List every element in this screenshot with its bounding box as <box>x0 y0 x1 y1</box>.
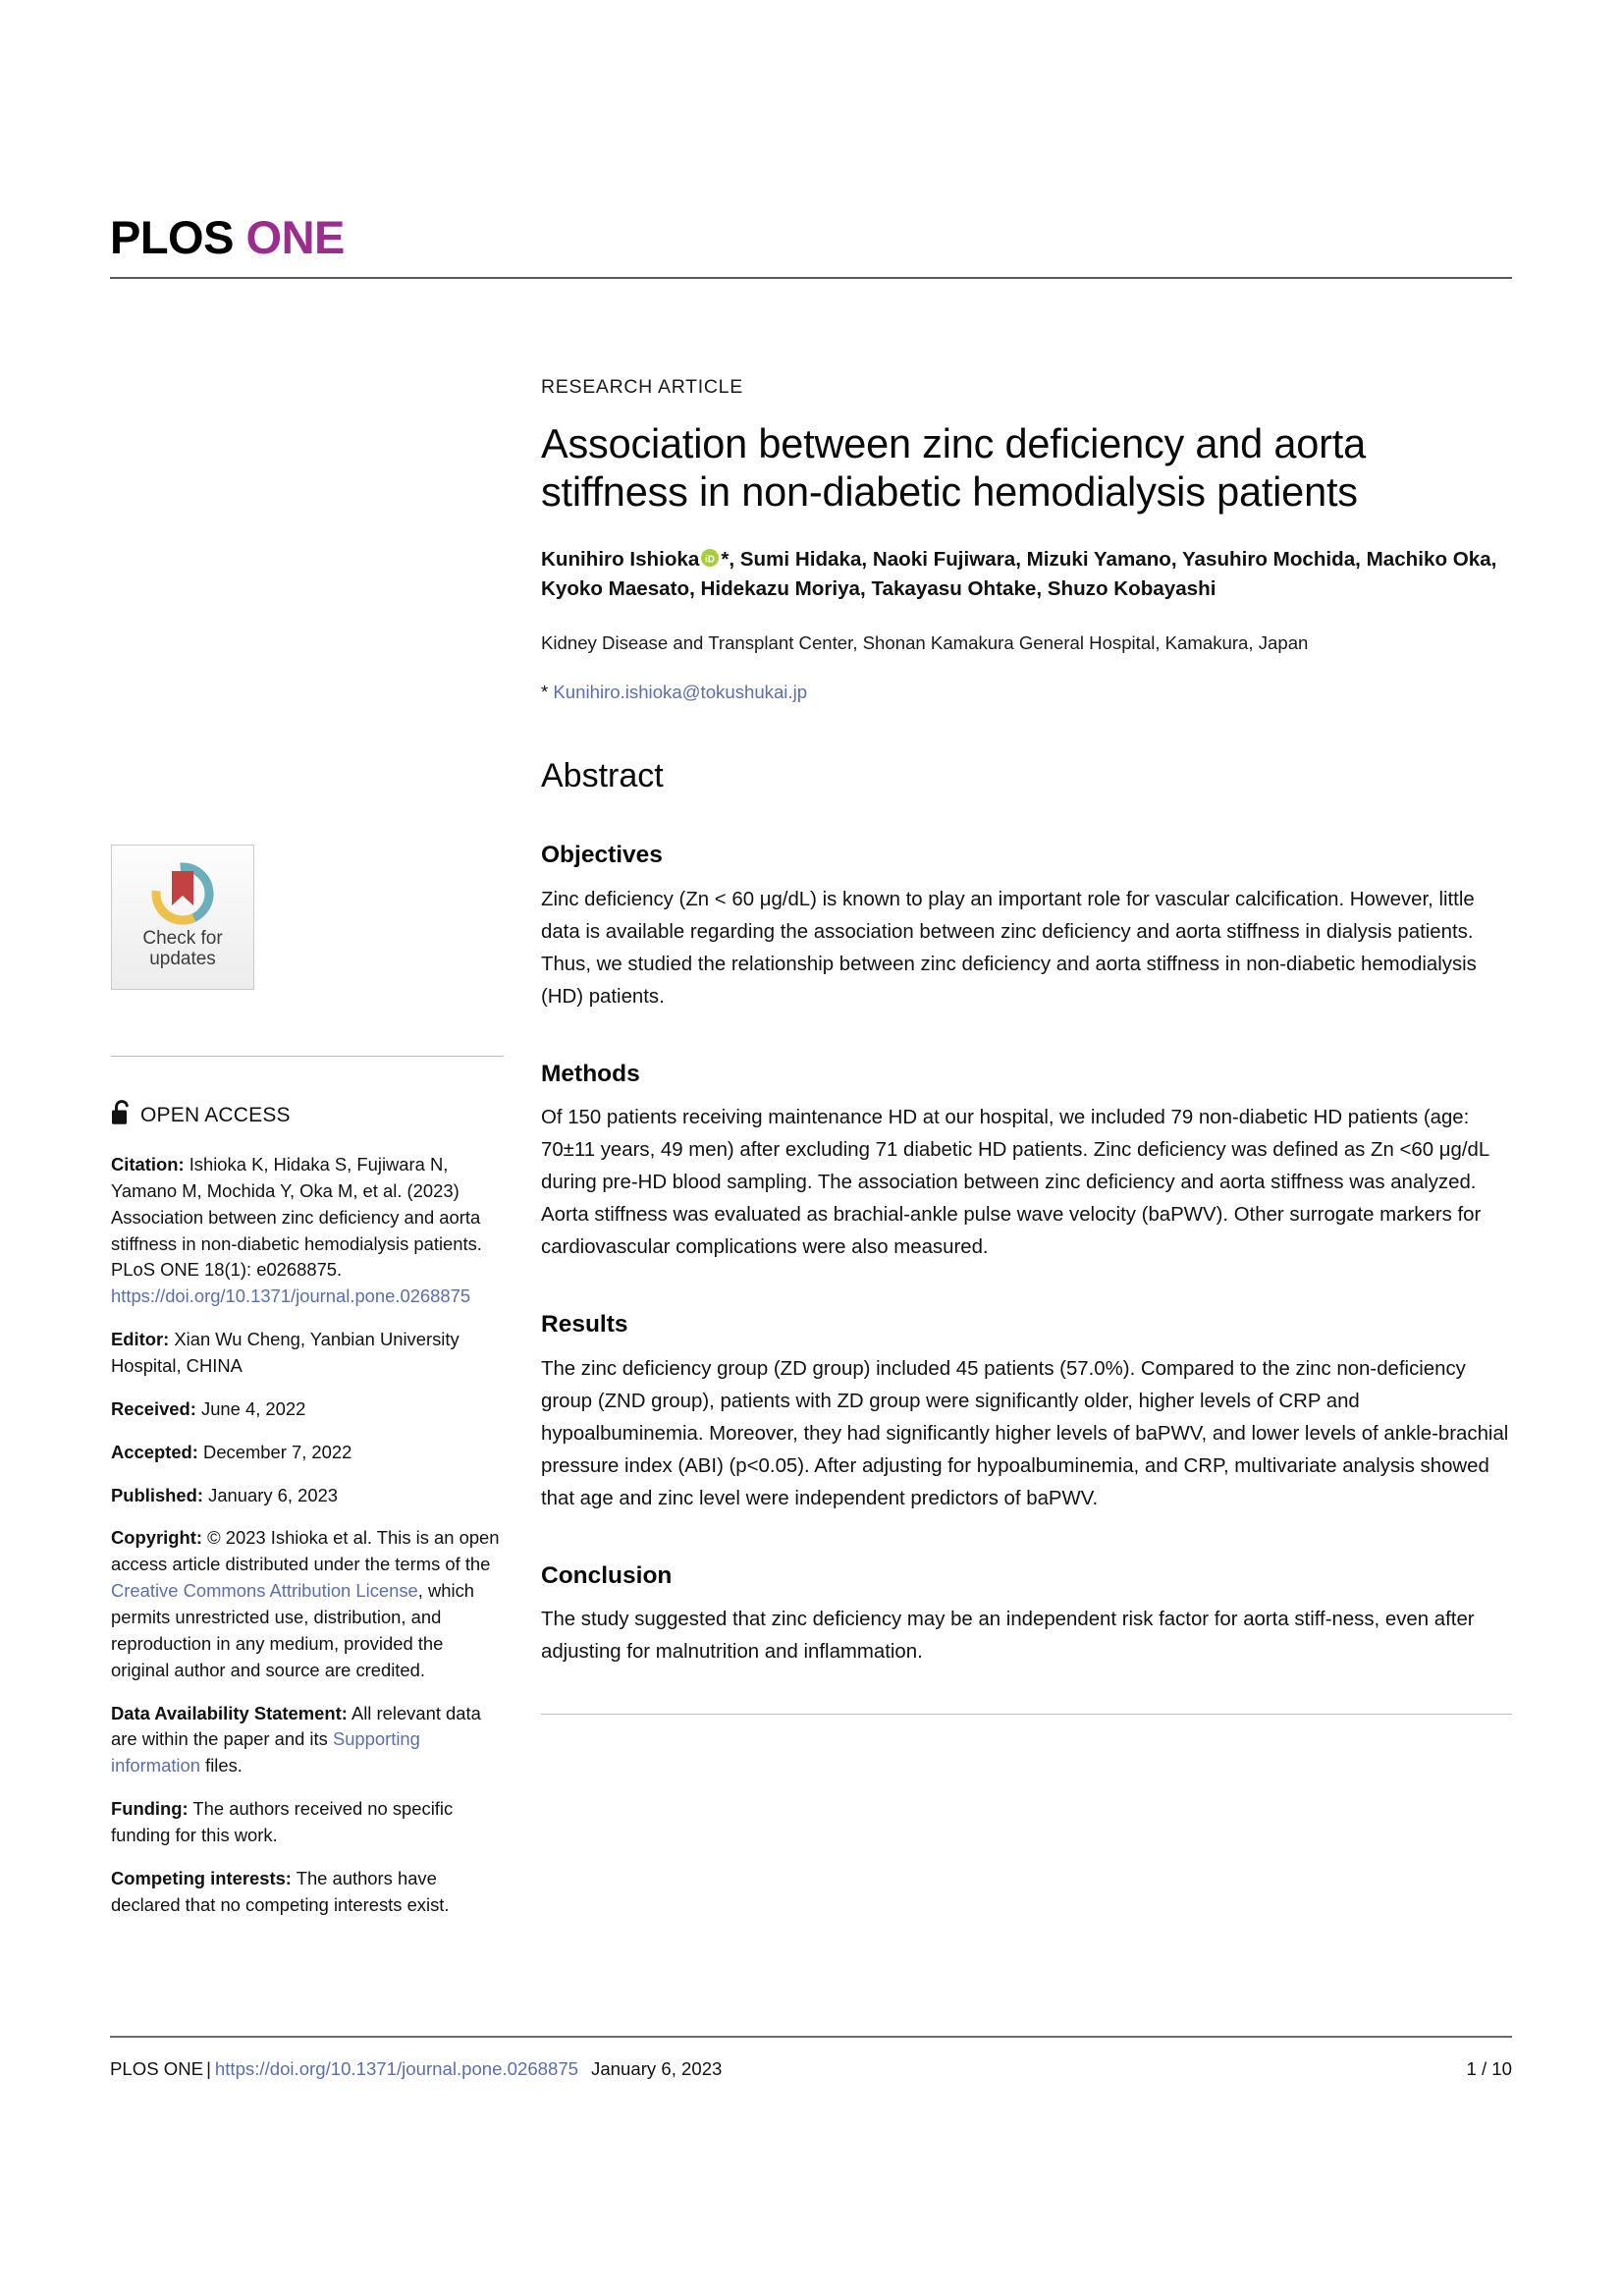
plos-one-logo[interactable] <box>110 211 1512 263</box>
footer-journal: PLOS ONE <box>110 2058 204 2079</box>
objectives-heading: Objectives <box>541 842 663 869</box>
citation-text: Ishioka K, Hidaka S, Fujiwara N, Yamano M, Mochida Y, Oka M, et al. (2023) Association between zinc deficiency and aorta stiffness in non-diabetic hemodialysis patients. PLoS ONE 18(1): e0268875. <box>111 1154 482 1281</box>
received-label: Received: <box>111 1397 196 1419</box>
citation-block <box>111 1152 502 1310</box>
accepted-label: Accepted: <box>111 1441 198 1462</box>
accepted-block <box>111 1440 502 1466</box>
funding-text: The authors received no specific funding for this work. <box>111 1798 454 1846</box>
crossmark-line2: updates <box>149 949 216 970</box>
data-availability-block <box>111 1701 502 1780</box>
orcid-icon[interactable] <box>700 548 720 575</box>
published-block <box>111 1483 502 1509</box>
author-list-rest: *, Sumi Hidaka, Naoki Fujiwara, Mizuki Yamano, Yasuhiro Mochida, Machiko Oka, Kyoko Maesato, Hidekazu Moriya, Takayasu Ohtake, Shuzo Kobayashi <box>541 547 1497 601</box>
copyright-text-after: , which permits unrestricted use, distribution, and reproduction in any medium, provided the original author and source are credited. <box>111 1580 475 1680</box>
data-availability-label: Data Availability Statement: <box>111 1702 348 1723</box>
crossmark-line1: Check for <box>142 928 223 949</box>
editor-text: Xian Wu Cheng, Yanbian University Hospital, CHINA <box>111 1329 460 1377</box>
author-list <box>541 546 1512 604</box>
corresponding-email-link[interactable]: Kunihiro.ishioka@tokushukai.jp <box>553 681 808 702</box>
results-body: The zinc deficiency group (ZD group) included 45 patients (57.0%). Compared to the zinc non-deficiency group (ZND group), patients with ZD group were significantly older, higher levels of CRP and hypoalbuminemia. Moreover, they had significantly higher levels of baPWV, and lower levels of ankle-brachial pressure index (ABI) (p<0.05). After adjusting for hypoalbuminemia, and CRP, multivariate analysis showed that age and zinc level were independent predictors of baPWV. <box>541 1357 1509 1509</box>
abstract-bottom-divider <box>541 1714 1512 1715</box>
footer-left <box>110 2058 722 2080</box>
conclusion-body: The study suggested that zinc deficiency may be an independent risk factor for aorta stiff-ness, even after adjusting for malnutrition and inflammation. <box>541 1609 1475 1664</box>
received-block <box>111 1396 502 1423</box>
methods-body: Of 150 patients receiving maintenance HD at our hospital, we included 79 non-diabetic HD patients (age: 70±11 years, 49 men) after excluding 71 diabetic HD patients. Zinc deficiency was defined as Zn <60 μg/dL during pre-HD blood sampling. The association between zinc deficiency and aorta stiffness was analyzed. Aorta stiffness was evaluated as brachial-ankle pulse wave velocity (baPWV). Other surrogate markers for cardiovascular complications were also measured. <box>541 1107 1489 1259</box>
citation-label: Citation: <box>111 1154 185 1175</box>
competing-interests-text: The authors have declared that no competing interests exist. <box>111 1867 450 1915</box>
crossmark-badge[interactable] <box>111 845 254 990</box>
crossmark-icon <box>147 858 218 934</box>
editor-block <box>111 1327 502 1380</box>
copyright-block <box>111 1525 502 1683</box>
footer-doi-link[interactable]: https://doi.org/10.1371/journal.pone.0268875 <box>214 2058 579 2079</box>
footer-date: January 6, 2023 <box>591 2058 723 2079</box>
sidebar-divider <box>111 1056 504 1057</box>
abstract-heading: Abstract <box>541 756 664 794</box>
competing-interests-block <box>111 1866 502 1919</box>
first-author-name: Kunihiro Ishioka <box>541 547 700 571</box>
abstract-section-methods <box>541 1060 1512 1265</box>
logo-one-text: ONE <box>245 211 345 263</box>
copyright-label: Copyright: <box>111 1527 202 1549</box>
abstract-section-conclusion <box>541 1561 1512 1668</box>
page-footer <box>110 2058 1512 2080</box>
article-main <box>541 376 1512 1715</box>
unlock-icon <box>111 1100 132 1130</box>
corresponding-star: * <box>541 681 554 702</box>
methods-heading: Methods <box>541 1060 640 1087</box>
article-sidebar <box>111 845 504 1936</box>
conclusion-heading: Conclusion <box>541 1562 673 1589</box>
article-type-label: RESEARCH ARTICLE <box>541 376 743 398</box>
funding-block <box>111 1796 502 1849</box>
citation-doi-link[interactable]: https://doi.org/10.1371/journal.pone.0268875 <box>111 1285 471 1307</box>
published-text: January 6, 2023 <box>203 1484 339 1505</box>
open-access-label: OPEN ACCESS <box>140 1103 291 1126</box>
sidebar-metadata <box>111 1152 502 1919</box>
competing-interests-label: Competing interests: <box>111 1867 292 1888</box>
crossmark-label <box>112 928 253 970</box>
accepted-text: December 7, 2022 <box>197 1441 352 1462</box>
license-link[interactable]: Creative Commons Attribution License <box>111 1580 418 1602</box>
copyright-text-before: © 2023 Ishioka et al. This is an open access article distributed under the terms of the <box>111 1527 500 1575</box>
received-text: June 4, 2022 <box>195 1397 306 1419</box>
abstract-section-objectives <box>541 841 1512 1013</box>
corresponding-author <box>541 682 1512 703</box>
objectives-body: Zinc deficiency (Zn < 60 μg/dL) is known to play an important role for vascular calcification. However, little data is available regarding the association between zinc deficiency and aorta stiffness in dialysis patients. Thus, we studied the relationship between zinc deficiency and aorta stiffness in non-diabetic hemodialysis (HD) patients. <box>541 888 1477 1008</box>
footer-divider <box>110 2036 1512 2038</box>
footer-separator: | <box>206 2058 211 2079</box>
supporting-information-link[interactable]: Supporting information <box>111 1728 420 1777</box>
logo-plos-text: PLOS <box>110 211 234 263</box>
open-access-banner <box>111 1100 504 1130</box>
results-heading: Results <box>541 1311 628 1339</box>
masthead <box>110 211 1512 279</box>
masthead-divider <box>110 277 1512 279</box>
affiliation: Kidney Disease and Transplant Center, Shonan Kamakura General Hospital, Kamakura, Japan <box>541 631 1309 653</box>
data-availability-text-before: All relevant data are within the paper and its <box>111 1702 481 1750</box>
published-label: Published: <box>111 1484 204 1505</box>
page-title: Association between zinc deficiency and aorta stiffness in non-diabetic hemodialysis patients <box>541 420 1366 515</box>
abstract-section-results <box>541 1310 1512 1515</box>
footer-page-number: 1 / 10 <box>1466 2058 1512 2079</box>
funding-label: Funding: <box>111 1798 189 1820</box>
editor-label: Editor: <box>111 1329 170 1350</box>
svg-text:iD: iD <box>705 554 716 566</box>
data-availability-text-after: files. <box>199 1755 243 1777</box>
